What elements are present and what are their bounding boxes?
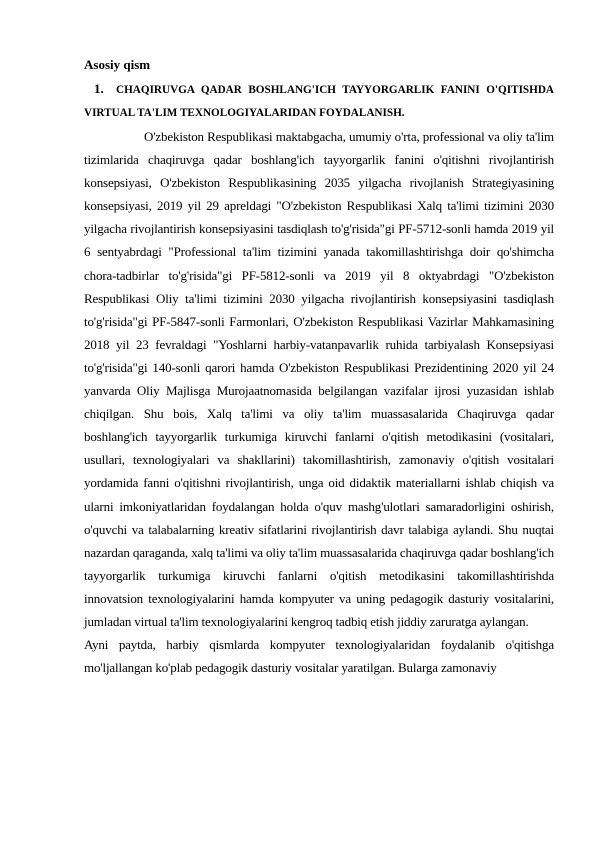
heading-number: 1. — [94, 81, 104, 96]
document-page — [84, 56, 554, 679]
body-paragraph-2: Ayni paytda, harbiy qismlarda kompyuter texnologiyalaridan foydalanib o'qitishga mo'ljallangan ko'plab pedagogik dasturiy vositalar yaratilgan. Bularga zamonaviy — [84, 637, 554, 676]
chapter-heading — [84, 77, 554, 125]
section-title: Asosiy qism — [84, 57, 151, 72]
body-paragraph-1: O'zbekiston Respublikasi maktabgacha, umumiy o'rta, professional va oliy ta'lim tizimlarida chaqiruvga qadar boshlang'ich tayyorgarlik fanini o'qitishni rivojlantirish konsepsiyasi, O'zbekiston Respublikasining 2035 yilgacha rivojlanish Strategiyasining konsepsiyasi, 2019 yil 29 apreldagi "O'zbekiston Respublikasi Xalq ta'limi tizimini 2030 yilgacha rivojlantirish konsepsiyasini tasdiqlash to'g'risida"gi PF-5712-sonli hamda 2019 yil 6 sentyabrdagi "Professional ta'lim tizimini yanada takomillashtirishga doir qo'shimcha chora-tadbirlar to'g'risida"gi PF-5812-sonli va 2019 yil 8 oktyabrdagi "O'zbekiston Respublikasi Oliy ta'limi tizimini 2030 yilgacha rivojlantirish konsepsiyasini tasdiqlash to'g'risida"gi PF-5847-sonli Farmonlari, O'zbekiston Respublikasi Vazirlar Mahkamasining 2018 yil 23 fevraldagi "Yoshlarni harbiy-vatanpavarlik ruhida tarbiyalash Konsepsiyasi to'g'risida"gi 140-sonli qarori hamda O'zbekiston Respublikasi Prezidentining 2020 yil 24 yanvarda Oliy Majlisga Murojaatnomasida belgilangan vazifalar ijrosi yuzasidan ishlab chiqilgan. Shu bois, Xalq ta'limi va oliy ta'lim muassasalarida Chaqiruvga qadar boshlang'ich tayyorgarlik turkumiga kiruvchi fanlarni o'qitish metodikasini (vositalari, usullari, texnologiyalari va shakllarini) takomillashtirish, zamonaviy o'qitish vositalari yordamida fanni o'qitishni rivojlantirish, unga oid didaktik materiallarni ishlab chiqish va ularni imkoniyatlaridan foydalangan holda o'quv mashg'ulotlari samaradorligini oshirish, o'quvchi va talabalarning kreativ sifatlarini rivojlantirish davr talabiga aylandi. Shu nuqtai nazardan qaraganda, xalq ta'limi va oliy ta'lim muassasalarida chaqiruvga qadar boshlang'ich tayyorgarlik turkumiga kiruvchi fanlarni o'qitish metodikasini takomillashtirishda innovatsion texnologiyalarini hamda kompyuter va uning pedagogik dasturiy vositalarini, jumladan virtual ta'lim texnologiyalarini kengroq tadbiq etish jiddiy zaruratga aylangan. — [84, 129, 554, 629]
heading-text: CHAQIRUVGA QADAR BOSHLANG'ICH TAYYORGARLIK FANINI O'QITISHDA VIRTUAL TA'LIM TEXNOLOGIYALARIDAN FOYDALANISH. — [84, 84, 554, 119]
